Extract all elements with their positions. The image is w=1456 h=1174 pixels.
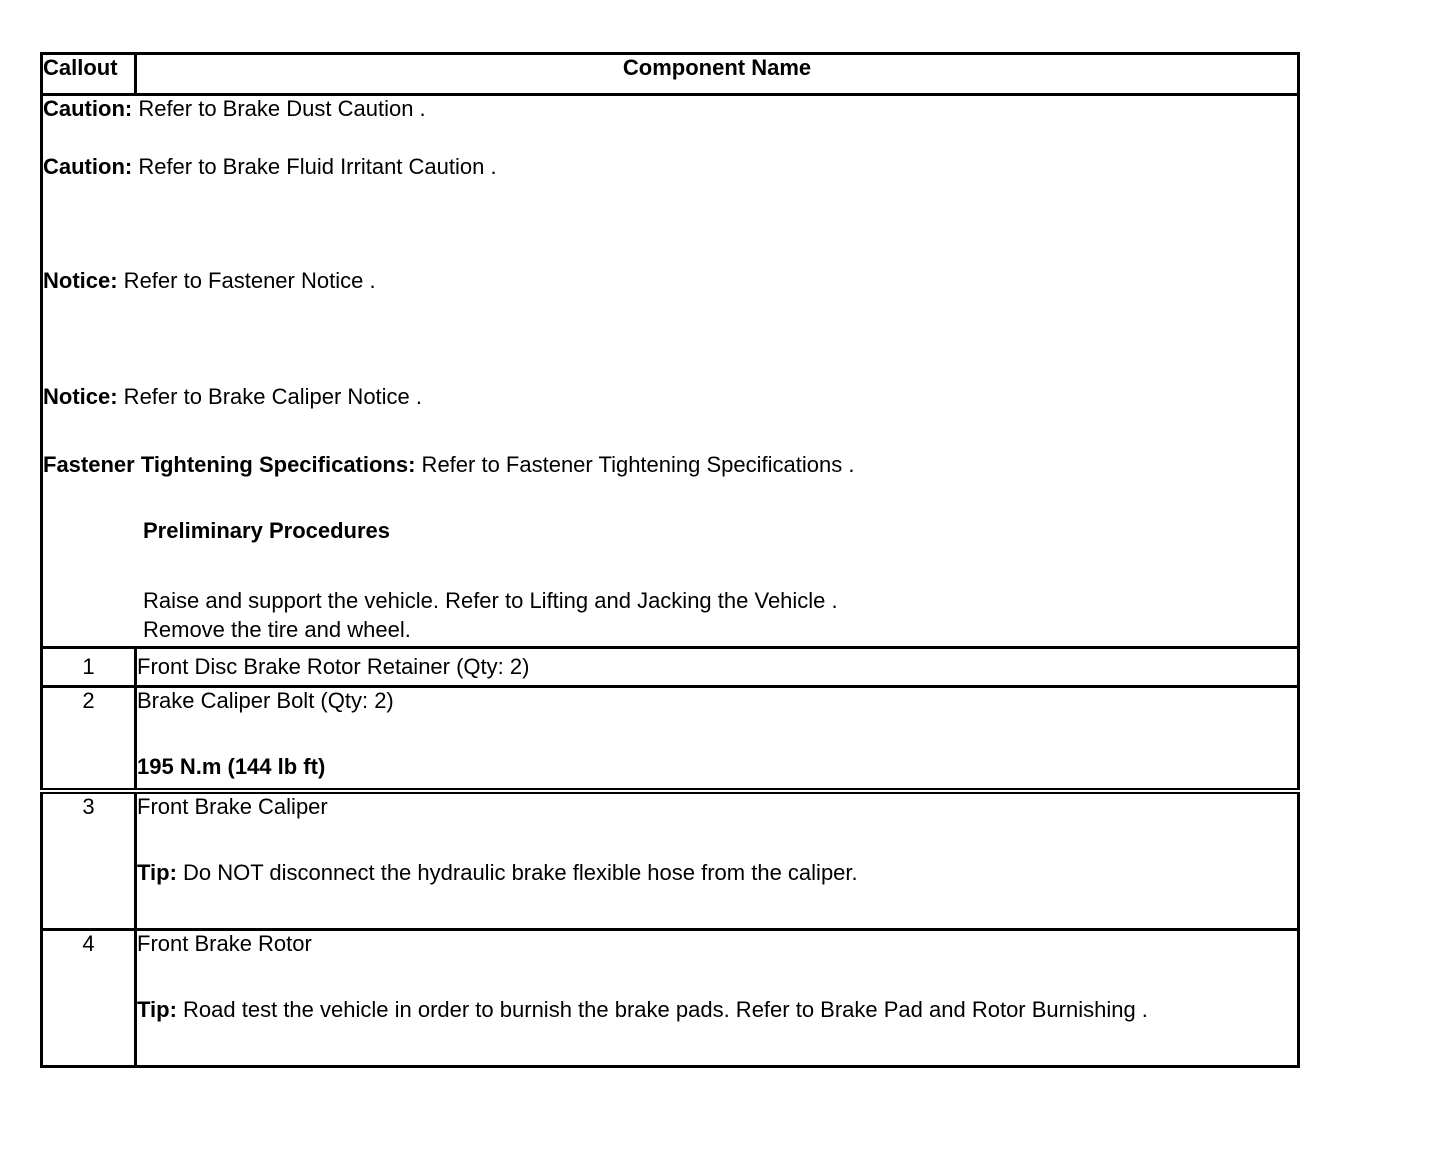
header-callout: Callout [42, 54, 136, 95]
notice-brake-caliper [43, 384, 1297, 410]
preliminary-step: Remove the tire and wheel. [143, 617, 411, 642]
component-name-text: Front Brake Rotor [137, 931, 312, 956]
caution-label: Caution: [43, 96, 133, 121]
caution-text: Refer to Brake Dust Caution . [132, 96, 426, 121]
callout-number: 2 [42, 687, 136, 792]
fastener-label: Fastener Tightening Specifications: [43, 452, 416, 477]
notice-label: Notice: [43, 384, 118, 409]
table-row [42, 930, 1299, 1067]
table-row [42, 648, 1299, 687]
preliminary-procedures-heading: Preliminary Procedures [143, 518, 391, 543]
intro-cell [42, 95, 1299, 648]
component-name [136, 791, 1299, 930]
fastener-text: Refer to Fastener Tightening Specifications . [415, 452, 855, 477]
component-table [40, 52, 1300, 1068]
tip [137, 997, 1297, 1023]
component-name [136, 930, 1299, 1067]
table-row [42, 791, 1299, 930]
notice-label: Notice: [43, 268, 118, 293]
preliminary-steps [43, 586, 1297, 644]
callout-number: 3 [42, 791, 136, 930]
component-name [136, 648, 1299, 687]
notice-text: Refer to Brake Caliper Notice . [117, 384, 423, 409]
table-header-row [42, 54, 1299, 95]
caution-brake-dust [43, 96, 1297, 122]
component-name-text: Front Disc Brake Rotor Retainer (Qty: 2) [137, 654, 530, 679]
tip-label: Tip: [137, 997, 177, 1022]
callout-number: 1 [42, 648, 136, 687]
notice-text: Refer to Fastener Notice . [117, 268, 376, 293]
component-name [136, 687, 1299, 792]
caution-text: Refer to Brake Fluid Irritant Caution . [132, 154, 497, 179]
component-name-text: Front Brake Caliper [137, 794, 328, 819]
table-row [42, 687, 1299, 792]
intro-row [42, 95, 1299, 648]
caution-label: Caution: [43, 154, 133, 179]
tip [137, 860, 1297, 886]
fastener-specifications [43, 452, 1297, 478]
notice-fastener [43, 268, 1297, 294]
tip-text: Road test the vehicle in order to burnish the brake pads. Refer to Brake Pad and Rotor Burnishing . [176, 997, 1148, 1022]
component-name-text: Brake Caliper Bolt (Qty: 2) [137, 688, 394, 713]
caution-brake-fluid [43, 154, 1297, 180]
tip-label: Tip: [137, 860, 177, 885]
torque-spec: 195 N.m (144 lb ft) [137, 754, 326, 779]
preliminary-step: Raise and support the vehicle. Refer to Lifting and Jacking the Vehicle . [143, 588, 838, 613]
tip-text: Do NOT disconnect the hydraulic brake flexible hose from the caliper. [176, 860, 858, 885]
header-component-name: Component Name [136, 54, 1299, 95]
callout-number: 4 [42, 930, 136, 1067]
